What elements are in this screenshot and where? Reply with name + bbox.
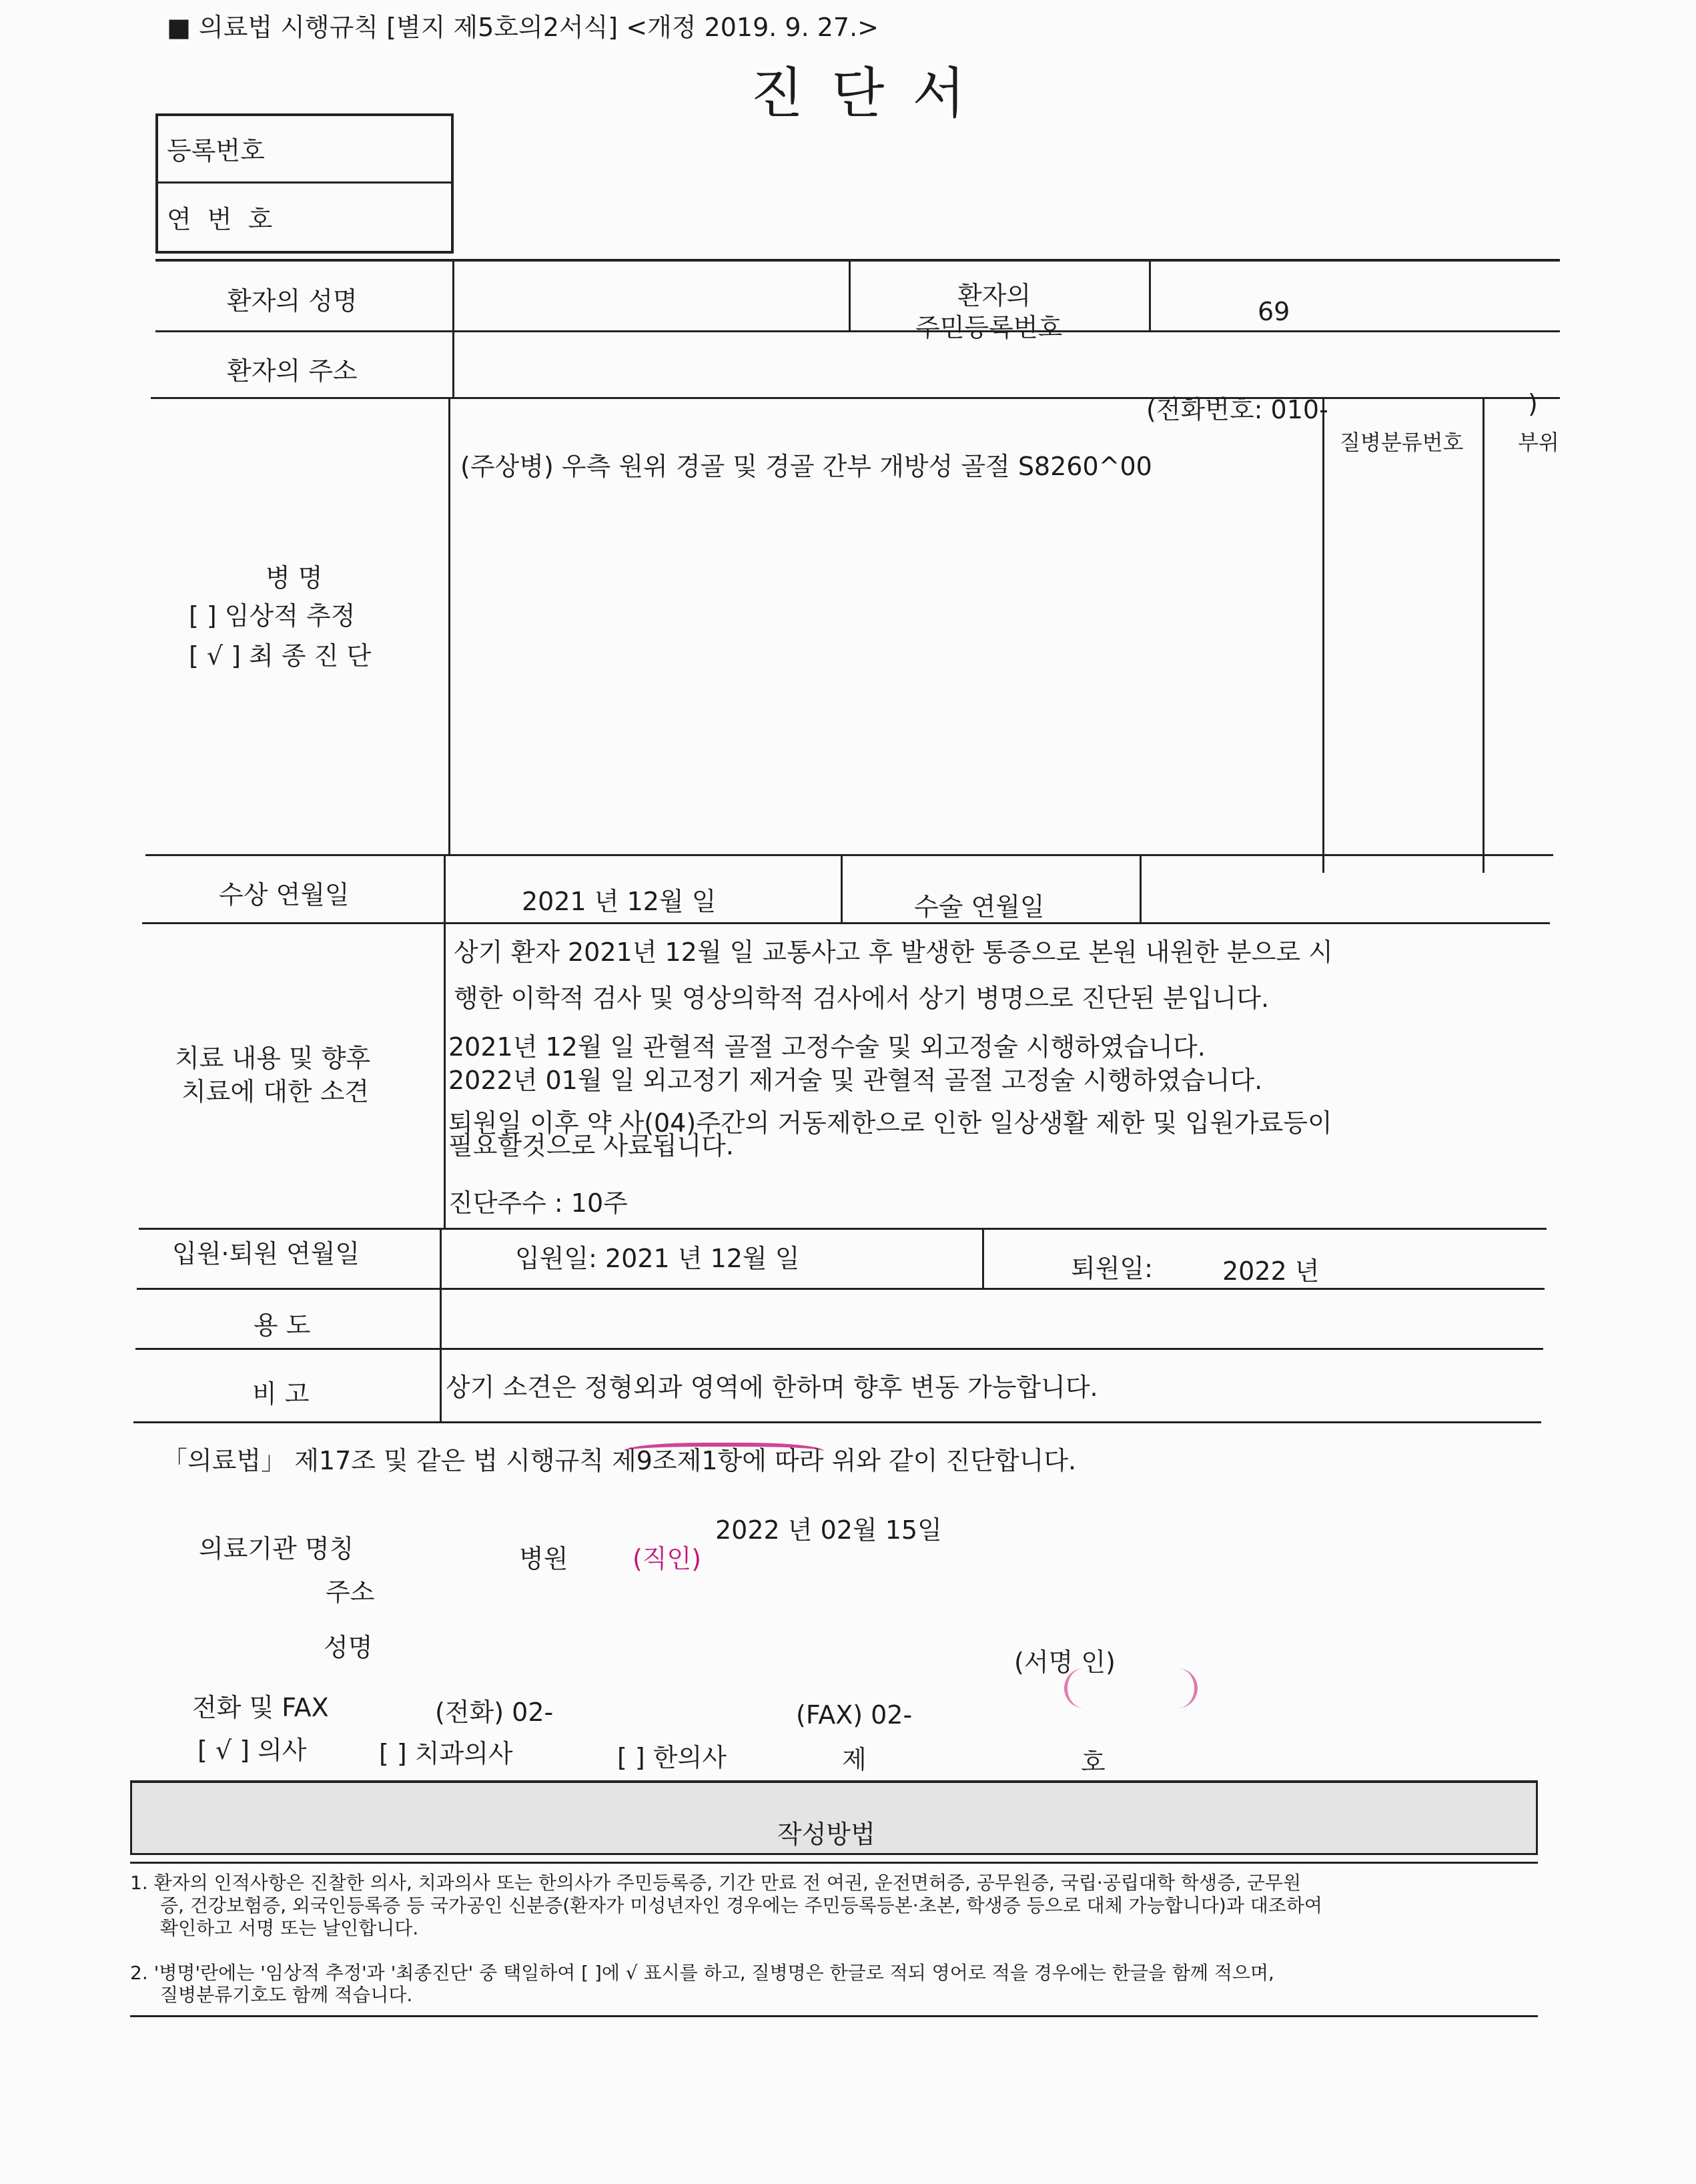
treatment-line-5: 퇴원일 이후 약 사(04)주간의 거동제한으로 인한 일상생활 제한 및 입원가료등이 (448, 1108, 1332, 1138)
signature-field: (서명 인) (1014, 1648, 1116, 1677)
fax-field: (FAX) 02- (796, 1700, 913, 1730)
official-seal: (직인) (632, 1544, 702, 1573)
discharge-date: 2022 년 (1222, 1256, 1320, 1286)
disease-part-header: 부위 (1518, 430, 1559, 455)
injury-date-value: 2021 년 12월 일 (522, 887, 717, 916)
type-doctor: [ √ ] 의사 (197, 1736, 307, 1765)
treatment-line-4: 2022년 01월 일 외고정기 제거술 및 관혈적 골절 고정술 시행하였습니다. (448, 1066, 1263, 1095)
disease-text: (주상병) 우측 원위 경골 및 경골 간부 개방성 골절 S8260^00 (460, 452, 1152, 481)
diagnosis-weeks: 진단주수 : 10주 (448, 1188, 628, 1218)
legal-statement: 「의료법」 제17조 및 같은 법 시행규칙 제9조제1항에 따라 위와 같이 진단합니다. (162, 1446, 1077, 1475)
phone-field: (전화) 02- (435, 1698, 554, 1727)
disease-label: 병 명 (266, 563, 323, 593)
treatment-label-line1: 치료 내용 및 향후 (175, 1044, 371, 1073)
rrn-label-line2: 주민등록번호 (915, 313, 1063, 342)
purpose-label: 용 도 (254, 1311, 311, 1340)
admission-date: 입원일: 2021 년 12월 일 (515, 1244, 800, 1273)
issue-date: 2022 년 02월 15일 (715, 1515, 942, 1545)
instruction-1-line2: 증, 건강보험증, 외국인등록증 등 국가공인 신분증(환자가 미성년자인 경우에는 주민등록등본·초본, 학생증 등으로 대체 가능합니다)과 대조하여 (160, 1894, 1322, 1916)
redaction-scribble (624, 1443, 824, 1464)
signature-mark (1064, 1668, 1198, 1708)
instruction-2-line2: 질병분류기호도 함께 적습니다. (160, 1984, 413, 2006)
option-clinical-estimate: [ ] 임상적 추정 (189, 601, 356, 631)
registration-number-label: 등록번호 (167, 136, 265, 165)
institution-name-value: 병원 (519, 1544, 568, 1573)
institution-name-label: 의료기관 명칭 (199, 1534, 354, 1563)
rrn-label-line1: 환자의 (957, 281, 1031, 310)
form-reference: ■ 의료법 시행규칙 [별지 제5호의2서식] <개정 2019. 9. 27.> (167, 13, 879, 42)
rrn-value: 69 (1258, 297, 1290, 326)
treatment-label-line2: 치료에 대한 소견 (181, 1077, 370, 1106)
page-title: 진 단 서 (751, 62, 971, 125)
type-dentist: [ ] 치과의사 (379, 1739, 513, 1768)
institution-address-label: 주소 (326, 1577, 375, 1607)
remarks-text: 상기 소견은 정형외과 영역에 한하며 향후 변동 가능합니다. (446, 1373, 1098, 1402)
remarks-label: 비 고 (252, 1379, 310, 1409)
treatment-line-6: 필요할것으로 사료됩니다. (448, 1131, 734, 1160)
discharge-label: 퇴원일: (1071, 1254, 1153, 1283)
instruction-1-line3: 확인하고 서명 또는 날인합니다. (160, 1917, 419, 1939)
doctor-name-label: 성명 (324, 1633, 373, 1662)
option-final-diagnosis: [ √ ] 최 종 진 단 (189, 641, 372, 671)
admission-label: 입원·퇴원 연월일 (172, 1239, 360, 1268)
phone-suffix: ) (1528, 389, 1538, 418)
instruction-2-line1: 2. '병명'란에는 '임상적 추정'과 '최종진단' 중 택일하여 [ ]에 √ 표시를 하고, 질병명은 한글로 적되 영어로 적을 경우에는 한글을 함께 적으며, (130, 1962, 1274, 1984)
instruction-1-line1: 1. 환자의 인적사항은 진찰한 의사, 치과의사 또는 한의사가 주민등록증, 기간 만료 전 여권, 운전면허증, 공무원증, 국립·공립대학 학생증, 군무원 (130, 1872, 1302, 1894)
serial-number-label: 연 번 호 (167, 205, 277, 234)
type-oriental: [ ] 한의사 (617, 1743, 727, 1772)
disease-code-header: 질병분류번호 (1340, 430, 1464, 455)
surgery-date-label: 수술 연월일 (914, 892, 1045, 922)
treatment-line-1: 상기 환자 2021년 12월 일 교통사고 후 발생한 통증으로 본원 내원한 분으로 시 (454, 938, 1333, 967)
injury-date-label: 수상 연월일 (219, 880, 350, 909)
license-suffix: 호 (1081, 1748, 1106, 1777)
license-prefix: 제 (842, 1745, 867, 1774)
patient-name-label: 환자의 성명 (227, 286, 358, 316)
treatment-line-3: 2021년 12월 일 관혈적 골절 고정수술 및 외고정술 시행하였습니다. (448, 1032, 1206, 1062)
treatment-line-2: 행한 이학적 검사 및 영상의학적 검사에서 상기 병명으로 진단된 분입니다. (454, 984, 1270, 1013)
contact-label: 전화 및 FAX (192, 1693, 329, 1722)
patient-address-label: 환자의 주소 (227, 356, 358, 386)
phone-prefix: (전화번호: 010- (1146, 395, 1328, 424)
instructions-title: 작성방법 (777, 1820, 875, 1849)
